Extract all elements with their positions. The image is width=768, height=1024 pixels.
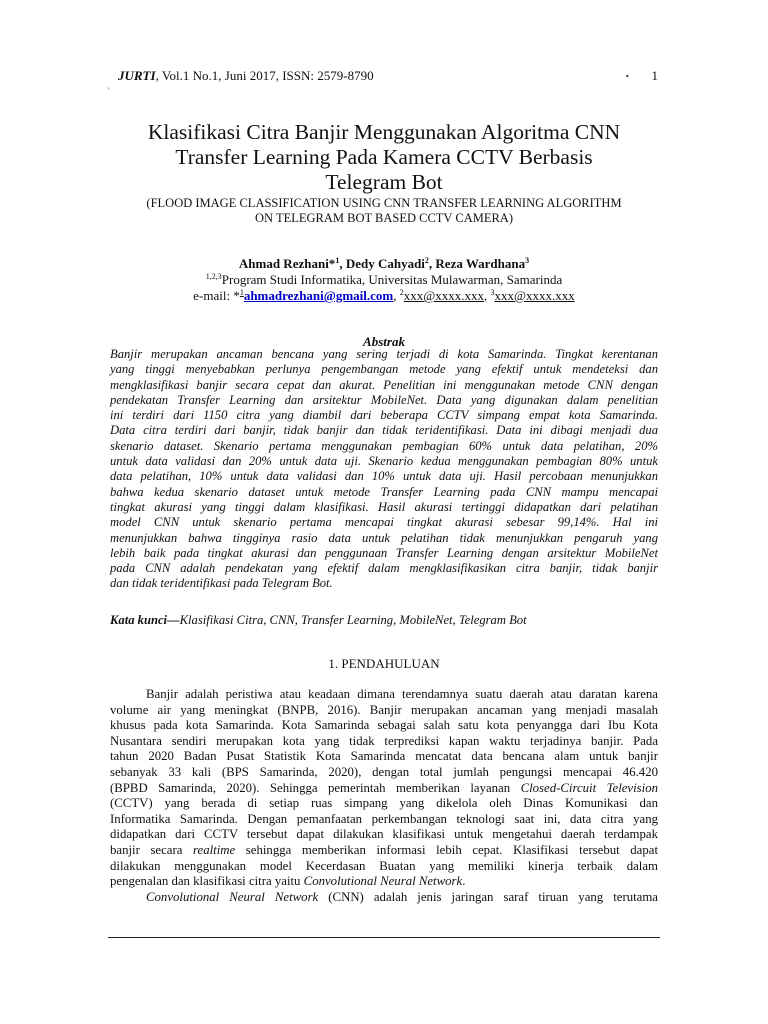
affiliation <box>110 272 658 288</box>
email-sup: 1 <box>239 288 244 297</box>
abstract-line: ini terdiri dari 1150 citra yang diambil dari beberapa CCTV simpang empat kota Samarinda. <box>110 408 658 423</box>
email-sup: 3 <box>490 288 495 297</box>
header-right <box>625 68 658 84</box>
body-text-run: sehingga memberikan informasi lebih cepat. Klasifikasi tersebut dapat <box>235 842 658 857</box>
body-text-run: (CNN) adalah jenis jaringan saraf tiruan yang terutama <box>318 889 658 904</box>
abstract-line: data pelatihan, 10% untuk data validasi dan 10% untuk data uji. Hasil percobaan menunjukkan <box>110 469 658 484</box>
abstract-line: Banjir merupakan ancaman bencana yang sering terjadi di kota Samarinda. Tingkat kerentanan <box>110 347 658 361</box>
abstract-line: mengklasifikasi banjir secara cepat dan akurat. Penelitian ini menggunakan metode CNN dengan <box>110 377 658 392</box>
abstract-line: model CNN untuk skenario pertama mencapai tingkat akurasi sebesar 99,14%. Hal ini <box>110 515 658 530</box>
body-line: volume air yang meningkat (BNPB, 2016). Banjir merupakan ancaman yang menjadi masalah <box>110 702 658 717</box>
author-sup: 1 <box>335 256 340 265</box>
author-list <box>110 256 658 272</box>
keywords-dash: — <box>167 613 180 627</box>
journal-citation: , Vol.1 No.1, Juni 2017, ISSN: 2579-8790 <box>155 68 374 83</box>
abstract-heading: Abstrak <box>363 334 405 349</box>
abstract-line: skenario dataset. Skenario pertama menggunakan pembagian 60% untuk data pelatihan, 20% <box>110 438 658 453</box>
running-header <box>118 68 658 84</box>
author-name: Dedy Cahyadi <box>345 256 425 271</box>
body-line: Banjir adalah peristiwa atau keadaan dimana terendamnya suatu daerah atau daratan karena <box>146 687 658 701</box>
author-name: Ahmad Rezhani* <box>238 256 336 271</box>
section-heading: 1. PENDAHULUAN <box>328 656 440 671</box>
abstract-line: Data citra terdiri dari banjir, tidak banjir dan tidak teridentifikasi. Data ini dibagi menjadi dua <box>110 423 658 438</box>
abstract-line: menunjukkan bahwa tingginya rasio data untuk pelatihan tidak menunjukkan pengaruh yang <box>110 530 658 545</box>
body-text-run: (BPBD Samarinda, 2020). Sehingga pemerintah memberikan layanan <box>110 780 521 795</box>
footer-rule <box>108 937 660 938</box>
body-italic-run: realtime <box>193 842 236 857</box>
body-line <box>110 874 658 890</box>
author-separator: , <box>428 256 436 271</box>
email-sup: 2 <box>399 288 404 297</box>
author-name: Reza Wardhana <box>435 256 526 271</box>
abstract-line: pada CNN adalah pendekatan yang efektif dalam mengklasifikasikan citra banjir, tidak banjir <box>110 561 658 576</box>
body-line: didapatkan dari CCTV tersebut dapat dilakukan klasifikasi untuk mengetahui daerah terdampak <box>110 827 658 842</box>
keywords-text: Klasifikasi Citra, CNN, Transfer Learning, MobileNet, Telegram Bot <box>179 613 527 627</box>
body-text-run: banjir secara <box>110 842 194 857</box>
author-separator: , <box>339 256 346 271</box>
email-link-1[interactable]: ahmadrezhani@gmail.com <box>243 288 394 303</box>
header-bullet: · <box>625 68 630 83</box>
body-line: dilakukan menggunakan model Kecerdasan Buatan yang memiliki kinerja terbaik dalam <box>110 858 658 873</box>
email-separator: , <box>393 288 400 303</box>
affiliation-sup: 1,2,3 <box>205 272 222 281</box>
author-sup: 2 <box>424 256 429 265</box>
body-line: tahun 2020 Badan Pusat Statistik Kota Samarinda mencatat data bencana alam untuk banjir <box>110 749 658 764</box>
journal-name: JURTI <box>118 68 156 83</box>
abstract-line: untuk data validasi dan 20% untuk data uji. Skenario kedua menggunakan pembagian 80% untuk <box>110 454 658 469</box>
body-italic-run: Convolutional Neural Network <box>146 889 319 904</box>
body-line: Nusantara sendiri merupakan kota yang tidak terprediksi kapan waktu terjadinya banjir. Pada <box>110 733 658 748</box>
page-number: 1 <box>651 68 658 83</box>
abstract-line: tingkat akurasi yang tinggi dalam klasifikasi. Hasil akurasi tertinggi didapatkan dari pelatihan <box>110 499 658 514</box>
body-italic-run: Convolutional Neural Network <box>303 874 463 889</box>
keywords-label: Kata kunci <box>110 613 168 627</box>
body-line <box>110 890 658 906</box>
header-tick-mark: ' <box>108 86 110 96</box>
abstract-line: dan tidak teridentifikasi pada Telegram Bot. <box>110 576 333 591</box>
abstract-line: lebih baik pada tingkat akurasi dan penggunaan Transfer Learning dengan arsitektur MobileNet <box>110 545 658 560</box>
subtitle-line: (FLOOD IMAGE CLASSIFICATION USING CNN TRANSFER LEARNING ALGORITHM <box>146 196 622 210</box>
title-line: Telegram Bot <box>325 170 443 194</box>
subtitle-line: ON TELEGRAM BOT BASED CCTV CAMERA) <box>254 211 513 225</box>
email-link-3[interactable]: xxx@xxxx.xxx <box>494 288 575 303</box>
email-label: e-mail: * <box>193 288 240 303</box>
body-line: sebanyak 33 kali (BPS Samarinda, 2020), dengan total jumlah pengungsi mencapai 46.420 <box>110 764 658 779</box>
abstract-line: yang tinggi menyebabkan perlunya pengembangan metode yang efektif untuk mendeteksi dan <box>110 362 658 377</box>
abstract-line: pendekatan Transfer Learning dan arsitektur MobileNet. Data yang digunakan dalam penelitian <box>110 392 658 407</box>
paper-subtitle <box>110 196 658 226</box>
keywords <box>110 612 658 628</box>
body-text <box>110 687 658 905</box>
affiliation-text: Program Studi Informatika, Universitas Mulawarman, Samarinda <box>221 272 563 287</box>
body-line <box>110 781 658 797</box>
abstract-body <box>110 347 658 592</box>
email-line <box>110 288 658 304</box>
email-separator: , <box>484 288 491 303</box>
email-link-2[interactable]: xxx@xxxx.xxx <box>403 288 484 303</box>
body-line: (CCTV) yang berada di setiap ruas simpang yang dikelola oleh Dinas Komunikasi dan <box>110 796 658 811</box>
body-line: Informatika Samarinda. Dengan pemanfaatan perkembangan teknologi saat ini, data citra yang <box>110 811 658 826</box>
body-text-run: pengenalan dan klasifikasi citra yaitu <box>110 874 304 889</box>
title-line: Transfer Learning Pada Kamera CCTV Berbasis <box>175 145 593 169</box>
body-line: khusus pada kota Samarinda. Kota Samarinda sebagai salah satu kota penyangga dari Ibu Kota <box>110 718 658 733</box>
title-line: Klasifikasi Citra Banjir Menggunakan Algoritma CNN <box>147 120 621 144</box>
body-line <box>110 843 658 859</box>
body-text-run: . <box>462 874 466 889</box>
body-italic-run: Closed-Circuit Television <box>520 780 659 795</box>
paper-title <box>110 120 658 195</box>
abstract-line: bahwa kedua skenario dataset untuk metode Transfer Learning pada CNN mampu mencapai <box>110 484 658 499</box>
author-sup: 3 <box>525 256 530 265</box>
